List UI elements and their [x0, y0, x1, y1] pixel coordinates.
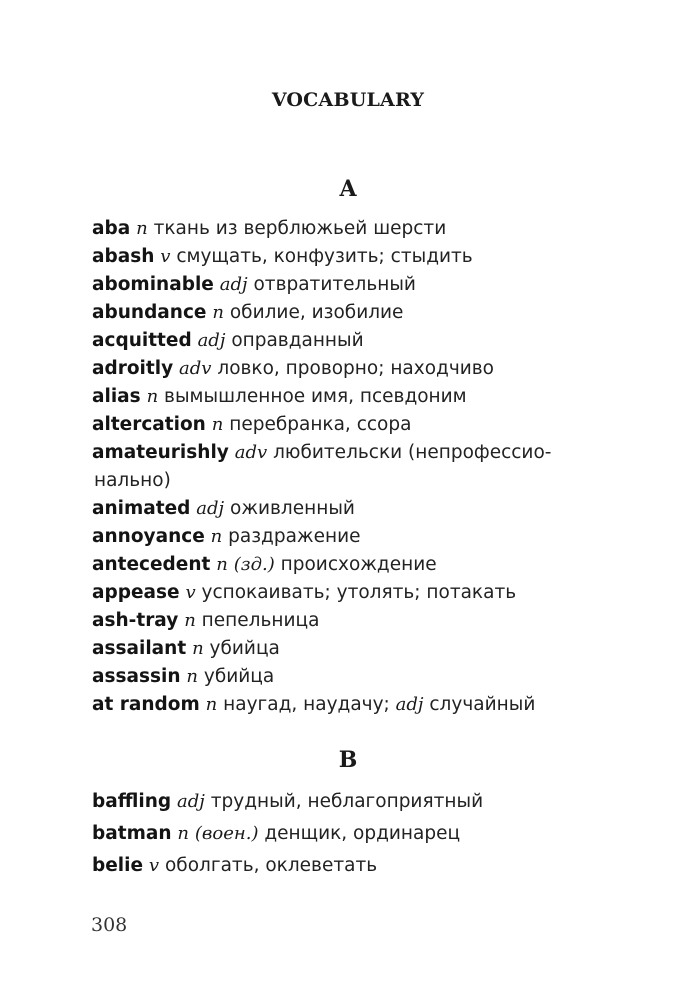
- vocab-entry: [92, 635, 607, 663]
- vocab-entry: [92, 299, 607, 327]
- vocab-entry: [92, 818, 607, 850]
- translation: ловко, проворно; находчиво: [217, 358, 494, 379]
- headword: belie: [92, 855, 144, 876]
- headword: baffling: [92, 791, 172, 812]
- translation: любительски (непрофессио-: [273, 442, 552, 463]
- part-of-speech: n: [212, 302, 224, 323]
- translation: оживленный: [230, 498, 355, 519]
- translation: денщик, ординарец: [264, 823, 461, 844]
- translation: перебранка, ссора: [229, 414, 412, 435]
- part-of-speech: n: [136, 218, 148, 239]
- headword: alias: [92, 386, 141, 407]
- translation: раздражение: [228, 526, 361, 547]
- part-of-speech: adj: [219, 274, 248, 295]
- part-of-speech: v: [185, 582, 196, 603]
- part-of-speech: adj: [196, 498, 225, 519]
- vocab-entry: [92, 439, 607, 495]
- headword: ash-tray: [92, 610, 179, 631]
- headword: abundance: [92, 302, 207, 323]
- vocab-entry: [92, 243, 607, 271]
- headword: acquitted: [92, 330, 192, 351]
- vocab-entry: [92, 551, 607, 579]
- vocab-entry: [92, 663, 607, 691]
- headword: animated: [92, 498, 191, 519]
- part-of-speech: n: [210, 526, 223, 547]
- headword: adroitly: [92, 358, 174, 379]
- vocab-entry: [92, 495, 607, 523]
- headword: antecedent: [92, 554, 211, 575]
- section-a-entries: [92, 215, 607, 719]
- translation: оболгать, оклеветать: [164, 855, 378, 876]
- usage-note: (воен.): [194, 823, 259, 844]
- headword: aba: [92, 218, 131, 239]
- vocab-entry: [92, 327, 607, 355]
- part-of-speech: v: [148, 855, 160, 876]
- usage-note: (зд.): [233, 554, 275, 575]
- translation: успокаивать; утолять; потакать: [201, 582, 517, 603]
- vocab-entry: [92, 691, 607, 719]
- part-of-speech: n: [186, 666, 199, 687]
- vocab-entry: [92, 523, 607, 551]
- translation: наугад, наудачу;: [223, 694, 390, 715]
- section-b-entries: [92, 786, 607, 882]
- headword: assailant: [92, 638, 187, 659]
- part-of-speech: adj: [177, 791, 205, 812]
- vocab-entry: [92, 786, 607, 818]
- translation: происхождение: [280, 554, 437, 575]
- translation: оправданный: [231, 330, 364, 351]
- translation: убийца: [209, 638, 280, 659]
- translation: убийца: [203, 666, 275, 687]
- vocab-entry: [92, 215, 607, 243]
- part-of-speech: n: [184, 610, 196, 631]
- part-of-speech: n: [205, 694, 218, 715]
- headword: appease: [92, 582, 180, 603]
- page-number: 308: [91, 914, 128, 936]
- part-of-speech-secondary: adj: [395, 694, 424, 715]
- translation: вымышленное имя, псевдоним: [164, 386, 467, 407]
- headword: batman: [92, 823, 172, 844]
- headword: at random: [92, 694, 200, 715]
- part-of-speech: n: [216, 554, 228, 575]
- vocab-entry: [92, 607, 607, 635]
- part-of-speech: adv: [234, 442, 268, 463]
- translation: отвратительный: [253, 274, 416, 295]
- headword: abash: [92, 246, 155, 267]
- page-title: VOCABULARY: [271, 89, 425, 111]
- translation: ткань из верблюжьей шерсти: [153, 218, 447, 239]
- headword: annoyance: [92, 526, 205, 547]
- part-of-speech: v: [160, 246, 171, 267]
- part-of-speech: adj: [197, 330, 226, 351]
- headword: amateurishly: [92, 442, 229, 463]
- part-of-speech: n: [211, 414, 224, 435]
- translation-secondary: случайный: [429, 694, 536, 715]
- vocab-entry: [92, 271, 607, 299]
- section-letter-b: B: [338, 747, 358, 773]
- vocab-entry: [92, 850, 607, 882]
- part-of-speech: n: [192, 638, 204, 659]
- vocab-entry: [92, 383, 607, 411]
- vocab-entry: [92, 355, 607, 383]
- translation: трудный, неблагоприятный: [210, 791, 484, 812]
- headword: assassin: [92, 666, 181, 687]
- translation: смущать, конфузить; стыдить: [176, 246, 473, 267]
- part-of-speech: n: [146, 386, 159, 407]
- vocab-entry: [92, 411, 607, 439]
- translation: обилие, изобилие: [229, 302, 404, 323]
- headword: altercation: [92, 414, 206, 435]
- part-of-speech: adv: [179, 358, 212, 379]
- translation-continuation: нально): [94, 470, 171, 491]
- headword: abominable: [92, 274, 214, 295]
- translation: пепельница: [201, 610, 320, 631]
- part-of-speech: n: [177, 823, 189, 844]
- section-letter-a: A: [339, 176, 357, 202]
- vocab-entry: [92, 579, 607, 607]
